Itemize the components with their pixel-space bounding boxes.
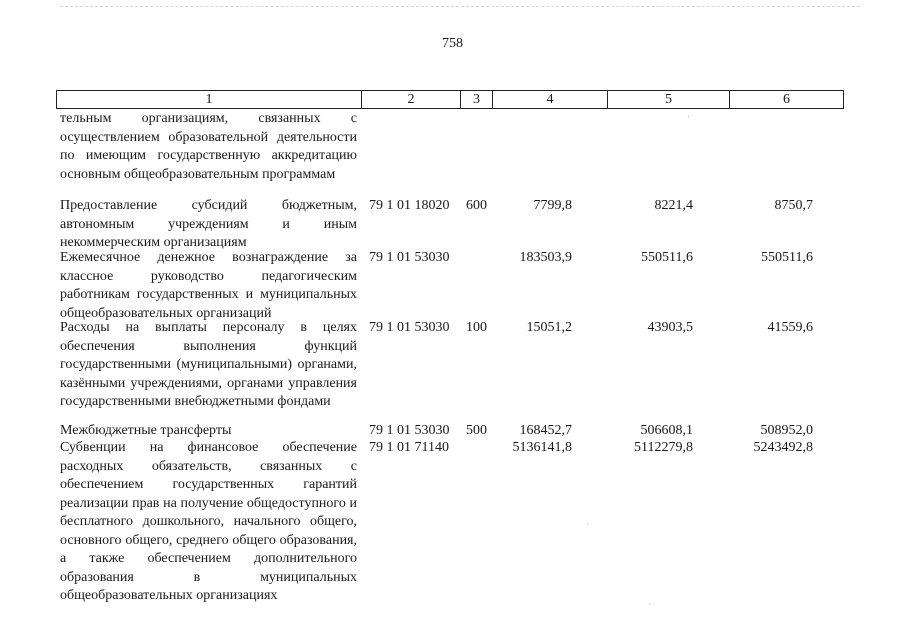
- row-value-col4: 7799,8: [533, 198, 572, 213]
- row-value-col6: 550511,6: [761, 250, 813, 265]
- row-code: 79 1 01 71140: [369, 440, 449, 455]
- column-header-6: 6: [730, 91, 844, 109]
- row-value-col5: 506608,1: [640, 423, 693, 438]
- row-value-col4: 168452,7: [519, 423, 572, 438]
- row-value-col6: 41559,6: [767, 320, 813, 335]
- row-name: Межбюджетные трансферты: [60, 423, 232, 438]
- column-header-5: 5: [608, 91, 730, 109]
- column-header-table: [56, 90, 844, 109]
- row-name: Расходы на выплаты персоналу в целях обеспечения выполнения функций государственными (муниципальными) органами, казёнными учреждениями, органами управления государственными внебюджетными фондами: [60, 320, 357, 409]
- row-value-col5: 550511,6: [641, 250, 693, 265]
- row-value-col5: 8221,4: [654, 198, 693, 213]
- row-code: 79 1 01 53030: [369, 320, 450, 335]
- scan-speck: ·: [586, 520, 590, 531]
- row-value-col4: 183503,9: [519, 250, 572, 265]
- row-code: 79 1 01 18020: [369, 198, 450, 213]
- row-code: 79 1 01 53030: [369, 250, 450, 265]
- row-value-col4: 5136141,8: [512, 440, 572, 455]
- row-expense-type: 600: [466, 198, 487, 213]
- column-header-1: 1: [57, 91, 362, 109]
- row-code: 79 1 01 53030: [369, 423, 450, 438]
- row-name: Предоставление субсидий бюджетным, автономным учреждениям и иным некоммерческим организациям: [60, 198, 357, 250]
- column-header-4: 4: [493, 91, 608, 109]
- row-value-col6: 8750,7: [774, 198, 813, 213]
- scan-speck: ·: [648, 600, 652, 611]
- scan-artifact-line: [60, 6, 860, 8]
- row-expense-type: 500: [466, 423, 487, 438]
- row-name: Субвенции на финансовое обеспечение расходных обязательств, связанных с обеспечением государственных гарантий реализации прав на получение общедоступного и бесплатного дошкольного, начального общего, основного общего, среднего общего образования, а также обеспечением дополнительного образования в муниципальных общеобразовательных организациях: [60, 440, 357, 603]
- column-header-row: [57, 91, 844, 109]
- column-header-2: 2: [362, 91, 461, 109]
- row-value-col6: 508952,0: [760, 423, 813, 438]
- row-expense-type: 100: [466, 320, 487, 335]
- row-value-col5: 5112279,8: [634, 440, 693, 455]
- row-name: тельным организациям, связанных с осуществлением образовательной деятельности по имеющим государственную аккредитацию основным общеобразовательным программам: [60, 111, 357, 182]
- scan-speck: ·: [687, 112, 691, 123]
- row-value-col6: 5243492,8: [753, 440, 813, 455]
- row-value-col4: 15051,2: [526, 320, 572, 335]
- page-number: 758: [442, 36, 463, 51]
- row-name: Ежемесячное денежное вознаграждение за классное руководство педагогическим работникам государственных и муниципальных общеобразовательных организаций: [60, 250, 357, 321]
- row-value-col5: 43903,5: [647, 320, 693, 335]
- column-header-3: 3: [461, 91, 493, 109]
